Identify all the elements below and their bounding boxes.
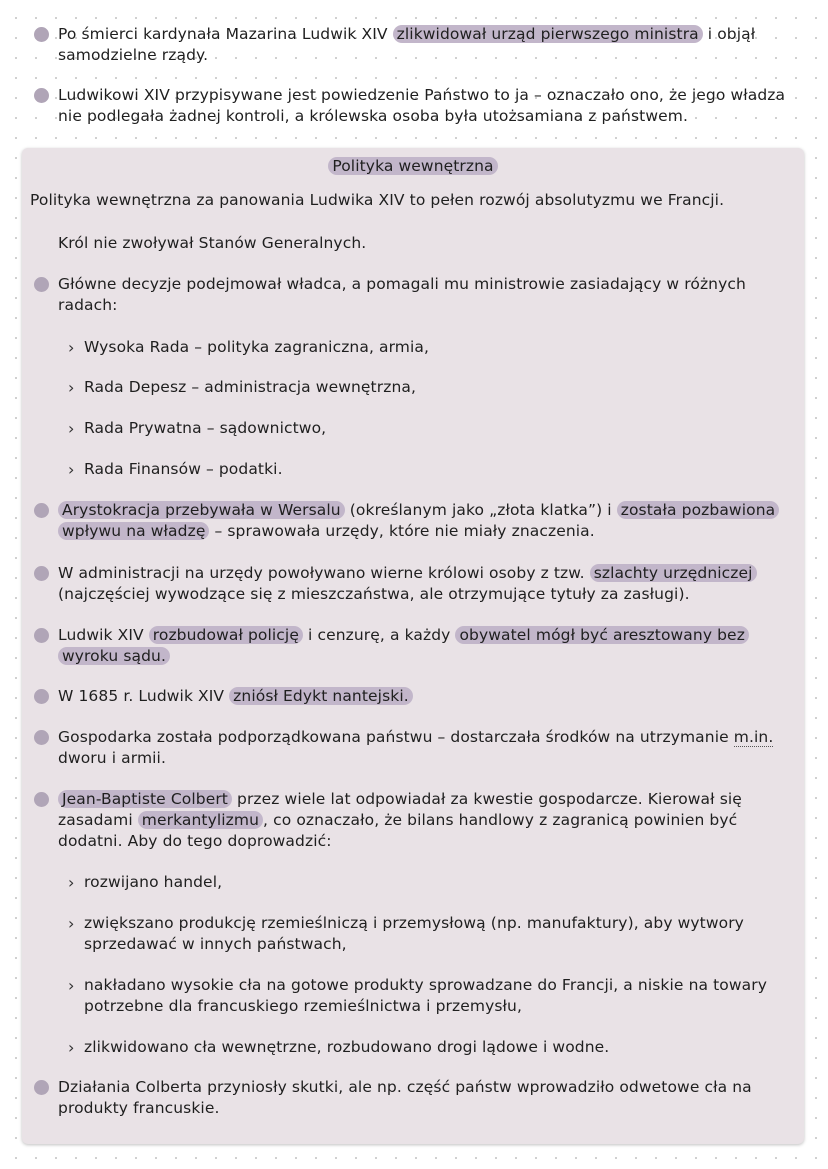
bullet-arystokracja [34, 500, 779, 542]
bullet-decyzje [34, 274, 774, 316]
chevron-right-icon: › [68, 976, 75, 995]
internal-policy-panel [22, 148, 804, 1144]
bullet-policja [34, 625, 779, 667]
bullet-text: Po śmierci kardynała Mazarina Ludwik XIV zlikwidował urząd pierwszego ministra i objął samodzielne rządy. [58, 25, 756, 64]
circle-bullet-icon [34, 1080, 49, 1095]
circle-bullet-icon [34, 689, 49, 704]
list-item-text: nakładano wysokie cła na gotowe produkty sprowadzane do Francji, a niskie na towary potrzebne dla francuskiego rzemieślnictwa i przemysłu, [84, 976, 768, 1015]
circle-bullet-icon [34, 277, 49, 292]
circle-bullet-icon [34, 628, 49, 643]
circle-bullet-icon [34, 730, 49, 745]
bullet-administracja [34, 563, 774, 605]
bullet-mazarin [34, 24, 794, 66]
circle-bullet-icon [34, 88, 49, 103]
list-item-colbert [68, 913, 768, 955]
bullet-edykt [34, 686, 774, 707]
bullet-text: Ludwik XIV rozbudował policję i cenzurę, a każdy obywatel mógł być aresztowany bez wyroku sądu. [58, 625, 779, 667]
stany-text: Król nie zwoływał Stanów Generalnych. [58, 234, 367, 252]
chevron-right-icon: › [68, 873, 75, 892]
bullet-text: W administracji na urzędy powoływano wierne królowi osoby z tzw. szlachty urzędniczej (najczęściej wywodzące się z mieszczaństwa, ale otrzymujące tytuły za zasługi). [58, 563, 774, 605]
list-item-colbert [68, 975, 783, 1017]
bullet-text: Arystokracja przebywała w Wersalu (określanym jako „złota klatka”) i została pozbawiona wpływu na władzę – sprawowała urzędy, które nie miały znaczenia. [58, 500, 779, 542]
circle-bullet-icon [34, 566, 49, 581]
bullet-text: Działania Colberta przyniosły skutki, ale np. część państw wprowadziło odwetowe cła na produkty francuskie. [58, 1078, 752, 1117]
bullet-text: Główne decyzje podejmował władca, a pomagali mu ministrowie zasiadający w różnych radach: [58, 275, 746, 314]
chevron-right-icon: › [68, 378, 75, 397]
list-item-text: zlikwidowano cła wewnętrzne, rozbudowano drogi lądowe i wodne. [84, 1038, 610, 1056]
bullet-text: Ludwikowi XIV przypisywane jest powiedzenie Państwo to ja – oznaczało ono, że jego władza nie podlegała żadnej kontroli, a królewska osoba była utożsamiana z państwem. [58, 86, 786, 125]
bullet-skutki [34, 1077, 774, 1119]
list-item-rada [68, 459, 768, 480]
bullet-gospodarka [34, 727, 774, 769]
panel-title [22, 156, 804, 177]
chevron-right-icon: › [68, 1038, 75, 1057]
chevron-right-icon: › [68, 419, 75, 438]
chevron-right-icon: › [68, 338, 75, 357]
list-item-text: rozwijano handel, [84, 873, 223, 891]
bullet-text: W 1685 r. Ludwik XIV zniósł Edykt nantejski. [58, 686, 774, 707]
list-item-text: Rada Depesz – administracja wewnętrzna, [84, 378, 416, 396]
bullet-panstwo-to-ja [34, 85, 794, 127]
chevron-right-icon: › [68, 914, 75, 933]
list-item-text: zwiększano produkcję rzemieślniczą i przemysłową (np. manufaktury), aby wytwory sprzedawać w innych państwach, [84, 914, 744, 953]
bullet-colbert [34, 789, 794, 852]
circle-bullet-icon [34, 792, 49, 807]
list-item-rada [68, 418, 768, 439]
list-item-colbert [68, 872, 768, 893]
intro-text: Polityka wewnętrzna za panowania Ludwika XIV to pełen rozwój absolutyzmu we Francji. [30, 191, 725, 209]
bullet-text: Jean-Baptiste Colbert przez wiele lat odpowiadał za kwestie gospodarcze. Kierował się zasadami merkantylizmu , co oznaczało, że bilans handlowy z zagranicą powinien być dodatni. Aby do tego doprowadzić: [58, 790, 742, 850]
chevron-right-icon: › [68, 460, 75, 479]
list-item-colbert [68, 1037, 768, 1058]
list-item-rada [68, 377, 768, 398]
list-item-text: Wysoka Rada – polityka zagraniczna, armia, [84, 338, 430, 356]
circle-bullet-icon [34, 27, 49, 42]
bullet-text: Gospodarka została podporządkowana państwu – dostarczała środków na utrzymanie m.in. dworu i armii. [58, 728, 774, 767]
list-item-rada [68, 337, 768, 358]
list-item-text: Rada Prywatna – sądownictwo, [84, 419, 327, 437]
panel-title-text: Polityka wewnętrzna [328, 157, 497, 175]
circle-bullet-icon [34, 503, 49, 518]
list-item-text: Rada Finansów – podatki. [84, 460, 283, 478]
